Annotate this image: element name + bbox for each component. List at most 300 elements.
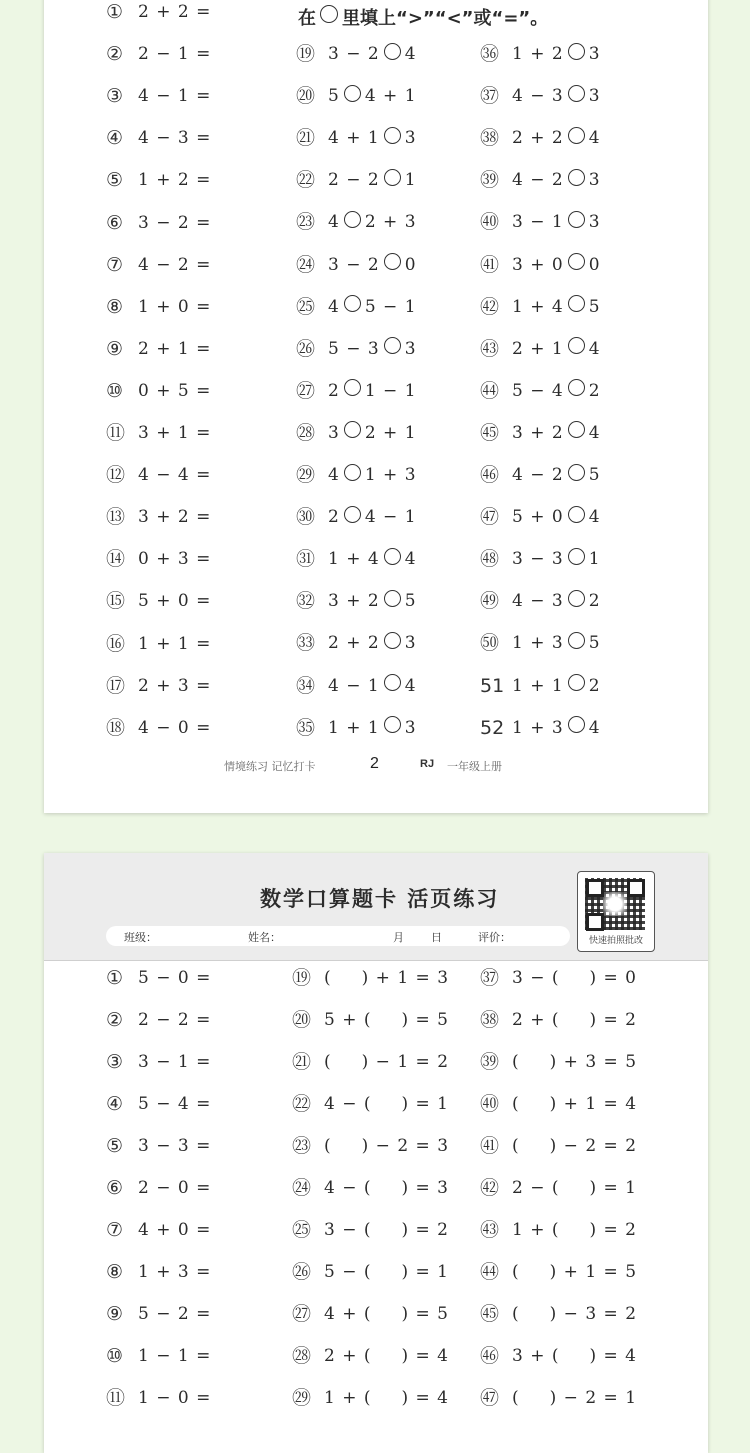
right-expression: 3 bbox=[404, 128, 417, 149]
compare-circle-icon[interactable] bbox=[568, 506, 585, 523]
day-label: 日 bbox=[431, 931, 442, 944]
rating-label: 评价： bbox=[478, 931, 511, 944]
exercise-number: ④ bbox=[106, 127, 124, 150]
worksheet-page-2 bbox=[44, 853, 708, 1453]
exercise-row bbox=[106, 39, 211, 69]
right-expression: 3 bbox=[588, 44, 601, 64]
compare-circle-icon[interactable] bbox=[568, 43, 585, 60]
exercise-number: ⑪ bbox=[106, 422, 126, 444]
exercise-row bbox=[106, 1257, 211, 1287]
exercise-number: ㉑ bbox=[296, 127, 316, 150]
worksheet-title: 数学口算题卡 活页练习 bbox=[260, 886, 500, 911]
exercise-expression: 1 + 3 = bbox=[138, 1262, 212, 1282]
left-expression: 2 bbox=[328, 507, 340, 528]
exercise-number: ㊻ bbox=[480, 464, 500, 486]
compare-circle-icon[interactable] bbox=[344, 421, 361, 438]
left-expression: 4 + 1 bbox=[328, 128, 380, 149]
exercise-number: ㉕ bbox=[292, 1219, 312, 1241]
exercise-row bbox=[106, 502, 211, 532]
compare-circle-icon[interactable] bbox=[568, 548, 585, 565]
student-info-bar bbox=[106, 926, 570, 946]
edition-code: RJ bbox=[420, 758, 435, 770]
compare-circle-icon[interactable] bbox=[568, 632, 585, 649]
exercise-number: ㊺ bbox=[480, 421, 500, 444]
compare-circle-icon[interactable] bbox=[344, 295, 361, 312]
exercise-row bbox=[106, 1383, 211, 1413]
exercise-number: ㉘ bbox=[292, 1345, 312, 1367]
exercise-number: ⑨ bbox=[106, 337, 124, 360]
expression-start: ( bbox=[512, 1304, 520, 1324]
compare-circle-icon[interactable] bbox=[344, 464, 361, 481]
expression-end: ) = 4 bbox=[401, 1388, 449, 1408]
exercise-row bbox=[106, 1299, 211, 1329]
left-expression: 5 + 0 bbox=[512, 507, 564, 528]
qr-finder-icon bbox=[627, 879, 645, 897]
right-expression: 4 bbox=[588, 717, 601, 738]
expression-end: ) + 1 = 5 bbox=[549, 1262, 638, 1282]
exercise-number: ㊲ bbox=[480, 85, 500, 108]
exercise-number: ㊶ bbox=[480, 1135, 500, 1157]
exercise-number: ㊼ bbox=[480, 1387, 500, 1409]
right-expression: 4 bbox=[588, 338, 601, 359]
right-expression: 4 bbox=[588, 507, 601, 528]
expression-end: ) = 2 bbox=[589, 1010, 637, 1030]
exercise-row bbox=[106, 418, 211, 448]
exercise-number: ㉞ bbox=[296, 674, 316, 697]
compare-circle-icon[interactable] bbox=[384, 674, 401, 691]
expression-start: 5 + ( bbox=[324, 1010, 372, 1030]
exercise-expression: 5 + 0 = bbox=[138, 591, 212, 612]
right-expression: 0 bbox=[404, 254, 417, 275]
compare-circle-icon[interactable] bbox=[384, 253, 401, 270]
expression-start: 1 + ( bbox=[324, 1388, 372, 1408]
exercise-row bbox=[480, 1131, 637, 1161]
exercise-number: ⑦ bbox=[106, 1219, 124, 1241]
right-expression: 1 + 3 bbox=[364, 465, 417, 485]
exercise-expression: 3 + 2 = bbox=[138, 507, 212, 528]
compare-circle-icon[interactable] bbox=[568, 674, 585, 691]
right-expression: 3 bbox=[588, 86, 601, 107]
exercise-number: ㉓ bbox=[292, 1135, 312, 1157]
exercise-expression: 3 + 1 = bbox=[138, 423, 212, 443]
expression-start: 5 − ( bbox=[324, 1262, 372, 1282]
exercise-expression: 0 + 3 = bbox=[138, 549, 212, 570]
left-expression: 1 + 4 bbox=[328, 549, 380, 570]
exercise-number: ㊶ bbox=[480, 253, 500, 276]
worksheet-header bbox=[44, 853, 708, 961]
exercise-number: ㊾ bbox=[480, 590, 500, 613]
exercise-row bbox=[106, 81, 211, 111]
exercise-expression: 1 − 1 = bbox=[138, 1346, 212, 1366]
exercise-row bbox=[480, 671, 601, 701]
compare-circle-icon[interactable] bbox=[568, 421, 585, 438]
left-expression: 1 + 3 bbox=[512, 633, 564, 654]
expression-start: 2 + ( bbox=[324, 1346, 372, 1366]
exercise-number: ㊼ bbox=[480, 506, 500, 529]
exercise-row bbox=[106, 1341, 211, 1371]
exercise-number: ㉔ bbox=[296, 253, 316, 276]
exercise-number: ㉟ bbox=[296, 716, 316, 739]
exercise-number: ㉜ bbox=[296, 590, 316, 613]
exercise-row bbox=[480, 334, 601, 364]
expression-start: ( bbox=[512, 1094, 520, 1114]
exercise-expression: 3 − 1 = bbox=[138, 1052, 212, 1072]
exercise-row bbox=[106, 1089, 211, 1119]
compare-circle-icon[interactable] bbox=[568, 169, 585, 186]
expression-end: ) = 5 bbox=[401, 1304, 449, 1324]
exercise-row bbox=[480, 628, 601, 658]
exercise-expression: 4 + 0 = bbox=[138, 1220, 212, 1240]
exercise-number: ㊽ bbox=[480, 548, 500, 571]
right-expression: 2 bbox=[588, 675, 601, 696]
expression-start: ( bbox=[324, 1052, 332, 1072]
expression-start: ( bbox=[512, 1052, 520, 1072]
exercise-row bbox=[480, 250, 601, 280]
exercise-row bbox=[296, 292, 417, 322]
left-expression: 4 − 2 bbox=[512, 170, 564, 191]
exercise-expression: 4 − 3 = bbox=[138, 128, 212, 149]
left-expression: 3 − 2 bbox=[328, 44, 380, 64]
exercise-expression: 3 − 3 = bbox=[138, 1136, 212, 1156]
expression-end: ) = 4 bbox=[401, 1346, 449, 1366]
right-expression: 2 bbox=[588, 380, 601, 401]
expression-start: ( bbox=[512, 1262, 520, 1282]
exercise-number: ㊱ bbox=[480, 43, 500, 65]
right-expression: 2 + 3 bbox=[364, 212, 417, 233]
compare-circle-icon[interactable] bbox=[384, 548, 401, 565]
exercise-row bbox=[106, 586, 211, 616]
compare-circle-icon[interactable] bbox=[384, 127, 401, 144]
exercise-number: ㊷ bbox=[480, 1177, 500, 1199]
compare-circle-icon[interactable] bbox=[384, 632, 401, 649]
exercise-expression: 1 + 2 = bbox=[138, 170, 212, 191]
expression-end: ) = 2 bbox=[589, 1220, 637, 1240]
exercise-expression: 1 + 1 = bbox=[138, 633, 212, 654]
right-expression: 4 − 1 bbox=[364, 507, 417, 528]
compare-circle-icon[interactable] bbox=[568, 716, 585, 733]
left-expression: 2 + 1 bbox=[512, 338, 564, 359]
expression-start: 3 − ( bbox=[324, 1220, 372, 1240]
exercise-number: ㊳ bbox=[480, 127, 500, 150]
expression-start: 3 − ( bbox=[512, 968, 560, 988]
exercise-row bbox=[480, 1047, 637, 1077]
exercise-number: ㊸ bbox=[480, 1219, 500, 1241]
exercise-row bbox=[106, 629, 211, 659]
expression-end: ) = 0 bbox=[589, 968, 637, 988]
compare-circle-icon[interactable] bbox=[568, 379, 585, 396]
exercise-number: ㉝ bbox=[296, 632, 316, 655]
exercise-number: ㉔ bbox=[292, 1177, 312, 1199]
exercise-number: ㊿ bbox=[480, 632, 500, 655]
exercise-number: ⑩ bbox=[106, 379, 124, 402]
exercise-row bbox=[292, 1215, 449, 1245]
compare-circle-icon[interactable] bbox=[568, 253, 585, 270]
left-expression: 1 + 2 bbox=[512, 44, 564, 64]
right-expression: 4 bbox=[404, 549, 417, 570]
exercise-expression: 4 − 0 = bbox=[138, 717, 212, 738]
exercise-expression: 2 − 1 = bbox=[138, 44, 212, 65]
expression-start: ( bbox=[512, 1388, 520, 1408]
exercise-row bbox=[292, 1341, 449, 1371]
exercise-number: ⑧ bbox=[106, 295, 124, 318]
expression-start: ( bbox=[324, 968, 332, 988]
exercise-number: ㊹ bbox=[480, 1261, 500, 1283]
exercise-number: ③ bbox=[106, 85, 124, 108]
exercise-expression: 4 − 1 = bbox=[138, 86, 212, 107]
exercise-row bbox=[106, 250, 211, 280]
exercise-row bbox=[106, 334, 211, 364]
exercise-number: ⑲ bbox=[296, 43, 316, 65]
compare-circle-icon[interactable] bbox=[568, 211, 585, 228]
exercise-row bbox=[296, 628, 417, 658]
right-expression: 5 bbox=[588, 296, 601, 317]
left-expression: 3 − 3 bbox=[512, 549, 564, 570]
exercise-expression: 2 − 0 = bbox=[138, 1178, 212, 1198]
compare-circle-icon[interactable] bbox=[568, 85, 585, 102]
exercise-row bbox=[292, 1005, 449, 1035]
left-expression: 3 + 2 bbox=[328, 591, 380, 612]
exercise-number: ㉒ bbox=[292, 1093, 312, 1115]
compare-circle-icon[interactable] bbox=[384, 169, 401, 186]
right-expression: 1 − 1 bbox=[364, 380, 417, 401]
exercise-row bbox=[296, 165, 417, 195]
right-expression: 3 bbox=[588, 212, 601, 233]
page-number: 2 bbox=[370, 755, 379, 772]
expression-start: 4 − ( bbox=[324, 1094, 372, 1114]
exercise-number: ⑪ bbox=[106, 1387, 126, 1409]
exercise-number: ⑥ bbox=[106, 1177, 124, 1199]
exercise-number: ⑤ bbox=[106, 169, 124, 192]
left-expression: 2 + 2 bbox=[328, 633, 380, 654]
exercise-row bbox=[106, 544, 211, 574]
left-expression: 1 + 4 bbox=[512, 296, 564, 317]
exercise-row bbox=[480, 376, 601, 406]
exercise-number: ㊲ bbox=[480, 967, 500, 989]
exercise-row bbox=[292, 1383, 449, 1413]
exercise-number: ㊻ bbox=[480, 1345, 500, 1367]
compare-circle-icon[interactable] bbox=[384, 43, 401, 60]
exercise-expression: 5 − 2 = bbox=[138, 1304, 212, 1324]
exercise-number: ⑤ bbox=[106, 1135, 124, 1157]
exercise-row bbox=[480, 1257, 637, 1287]
exercise-number: ⑮ bbox=[106, 590, 126, 613]
exercise-row bbox=[106, 1047, 211, 1077]
right-expression: 0 bbox=[588, 254, 601, 275]
exercise-row bbox=[480, 81, 601, 111]
exercise-number: ㉗ bbox=[292, 1303, 312, 1325]
expression-end: ) − 1 = 2 bbox=[361, 1052, 450, 1072]
expression-start: ( bbox=[324, 1136, 332, 1156]
exercise-row bbox=[292, 1257, 449, 1287]
exercise-number: ⑰ bbox=[106, 674, 126, 697]
exercise-row bbox=[480, 1383, 637, 1413]
left-expression: 3 + 0 bbox=[512, 254, 564, 275]
exercise-row bbox=[480, 963, 637, 993]
compare-circle-icon[interactable] bbox=[344, 379, 361, 396]
expression-start: 2 + ( bbox=[512, 1010, 560, 1030]
exercise-row bbox=[106, 1215, 211, 1245]
exercise-row bbox=[480, 586, 601, 616]
compare-circle-icon[interactable] bbox=[384, 716, 401, 733]
exercise-number: ㊵ bbox=[480, 211, 500, 234]
exercise-number: ⑳ bbox=[296, 85, 316, 108]
right-expression: 5 bbox=[588, 633, 601, 654]
name-label: 姓名： bbox=[248, 931, 281, 944]
exercise-row bbox=[296, 39, 417, 69]
exercise-row bbox=[106, 292, 211, 322]
compare-circle-icon[interactable] bbox=[568, 127, 585, 144]
exercise-row bbox=[296, 123, 417, 153]
exercise-number: ㊷ bbox=[480, 295, 500, 318]
exercise-number: ⑩ bbox=[106, 1345, 124, 1367]
exercise-number: ⑱ bbox=[106, 716, 126, 739]
exercise-number: ㉕ bbox=[296, 295, 316, 318]
expression-end: ) = 2 bbox=[401, 1220, 449, 1240]
exercise-row bbox=[480, 460, 601, 490]
exercise-row bbox=[292, 1047, 449, 1077]
compare-circle-icon[interactable] bbox=[344, 506, 361, 523]
exercise-expression: 4 − 2 = bbox=[138, 254, 212, 275]
exercise-number: ⑥ bbox=[106, 211, 124, 234]
expression-start: 4 + ( bbox=[324, 1304, 372, 1324]
exercise-row bbox=[292, 963, 449, 993]
expression-end: ) − 2 = 2 bbox=[549, 1136, 638, 1156]
left-expression: 4 − 3 bbox=[512, 86, 564, 107]
left-expression: 4 − 1 bbox=[328, 675, 380, 696]
exercise-number: ㊵ bbox=[480, 1093, 500, 1115]
instruction-text bbox=[298, 4, 548, 30]
exercise-row bbox=[480, 1173, 637, 1203]
exercise-expression: 2 + 2 = bbox=[138, 2, 212, 22]
exercise-number: ㉓ bbox=[296, 211, 316, 234]
exercise-expression: 0 + 5 = bbox=[138, 380, 212, 401]
exercise-number: ⑬ bbox=[106, 506, 126, 529]
exercise-number: ② bbox=[106, 1009, 124, 1031]
compare-circle-icon[interactable] bbox=[568, 295, 585, 312]
left-expression: 4 bbox=[328, 212, 340, 233]
compare-circle-icon[interactable] bbox=[568, 464, 585, 481]
exercise-number: ㉘ bbox=[296, 421, 316, 444]
expression-start: 2 − ( bbox=[512, 1178, 560, 1198]
left-expression: 4 bbox=[328, 465, 340, 485]
compare-circle-icon[interactable] bbox=[344, 85, 361, 102]
qr-finder-icon bbox=[586, 913, 604, 931]
compare-circle-icon[interactable] bbox=[344, 211, 361, 228]
footer-slogan: 情境练习 记忆打卡 bbox=[224, 760, 316, 773]
exercise-row bbox=[296, 460, 417, 490]
exercise-row bbox=[296, 671, 417, 701]
exercise-number: ㉚ bbox=[296, 506, 316, 529]
exercise-number: ㊺ bbox=[480, 1303, 500, 1325]
left-expression: 1 + 1 bbox=[512, 675, 564, 696]
expression-end: ) = 4 bbox=[589, 1346, 637, 1366]
expression-start: 3 + ( bbox=[512, 1346, 560, 1366]
compare-circle-icon[interactable] bbox=[384, 590, 401, 607]
right-expression: 2 bbox=[588, 591, 601, 612]
exercise-number: ㊹ bbox=[480, 379, 500, 402]
exercise-row bbox=[480, 502, 601, 532]
exercise-expression: 2 + 1 = bbox=[138, 338, 212, 359]
right-expression: 3 bbox=[404, 717, 417, 738]
exercise-row bbox=[480, 418, 601, 448]
exercise-row bbox=[292, 1131, 449, 1161]
right-expression: 5 bbox=[588, 465, 601, 485]
right-expression: 1 bbox=[404, 170, 417, 191]
expression-end: ) + 1 = 4 bbox=[549, 1094, 638, 1114]
qr-finder-icon bbox=[586, 879, 604, 897]
exercise-number: ㉖ bbox=[292, 1261, 312, 1283]
instruction-suffix: 里填上“>”“<”或“=”。 bbox=[342, 8, 549, 29]
right-expression: 4 bbox=[588, 128, 601, 149]
expression-start: ( bbox=[512, 1136, 520, 1156]
left-expression: 1 + 1 bbox=[328, 717, 380, 738]
exercise-number: ㉛ bbox=[296, 548, 316, 571]
expression-end: ) − 2 = 1 bbox=[549, 1388, 638, 1408]
exercise-row bbox=[480, 207, 601, 237]
exercise-row bbox=[480, 1299, 637, 1329]
exercise-row bbox=[296, 250, 417, 280]
exercise-row bbox=[480, 1005, 637, 1035]
exercise-row bbox=[292, 1173, 449, 1203]
right-expression: 2 + 1 bbox=[364, 422, 417, 443]
exercise-row bbox=[296, 207, 417, 237]
exercise-number: ㊴ bbox=[480, 1051, 500, 1073]
exercise-row bbox=[480, 544, 601, 574]
right-expression: 1 bbox=[588, 549, 601, 570]
exercise-expression: 5 − 0 = bbox=[138, 968, 212, 988]
exercise-number: ㉑ bbox=[292, 1051, 312, 1073]
exercise-number: ③ bbox=[106, 1051, 124, 1073]
exercise-number: ㉙ bbox=[296, 464, 316, 486]
exercise-row bbox=[296, 334, 417, 364]
exercise-expression: 2 + 3 = bbox=[138, 675, 212, 696]
compare-circle-icon[interactable] bbox=[384, 337, 401, 354]
exercise-number: ㉗ bbox=[296, 379, 316, 402]
compare-circle-icon[interactable] bbox=[568, 337, 585, 354]
exercise-number: ⑲ bbox=[292, 967, 312, 989]
exercise-number: ⑫ bbox=[106, 464, 126, 487]
exercise-row bbox=[296, 376, 417, 406]
right-expression: 4 bbox=[404, 675, 417, 696]
exercise-row bbox=[106, 123, 211, 153]
left-expression: 4 − 2 bbox=[512, 465, 564, 485]
exercise-number: ④ bbox=[106, 1093, 124, 1115]
exercise-number: ㉖ bbox=[296, 337, 316, 360]
left-expression: 5 − 3 bbox=[328, 338, 380, 359]
compare-circle-icon[interactable] bbox=[568, 590, 585, 607]
exercise-number: ⑨ bbox=[106, 1303, 124, 1325]
right-expression: 3 bbox=[588, 170, 601, 191]
exercise-row bbox=[106, 165, 211, 195]
left-expression: 2 bbox=[328, 380, 340, 401]
right-expression: 4 bbox=[404, 44, 417, 64]
class-label: 班级： bbox=[124, 931, 157, 944]
exercise-row bbox=[296, 586, 417, 616]
exercise-number: ㊳ bbox=[480, 1009, 500, 1031]
exercise-row bbox=[106, 1131, 211, 1161]
left-expression: 3 − 2 bbox=[328, 254, 380, 275]
exercise-row bbox=[106, 1173, 211, 1203]
exercise-row bbox=[480, 1089, 637, 1119]
left-expression: 5 bbox=[328, 86, 340, 107]
expression-end: ) + 3 = 5 bbox=[549, 1052, 638, 1072]
qr-code bbox=[577, 871, 655, 952]
exercise-number: ① bbox=[106, 967, 124, 989]
exercise-expression: 5 − 4 = bbox=[138, 1094, 212, 1114]
expression-start: 4 − ( bbox=[324, 1178, 372, 1198]
exercise-row bbox=[480, 39, 601, 69]
exercise-number: ㉙ bbox=[292, 1387, 312, 1409]
